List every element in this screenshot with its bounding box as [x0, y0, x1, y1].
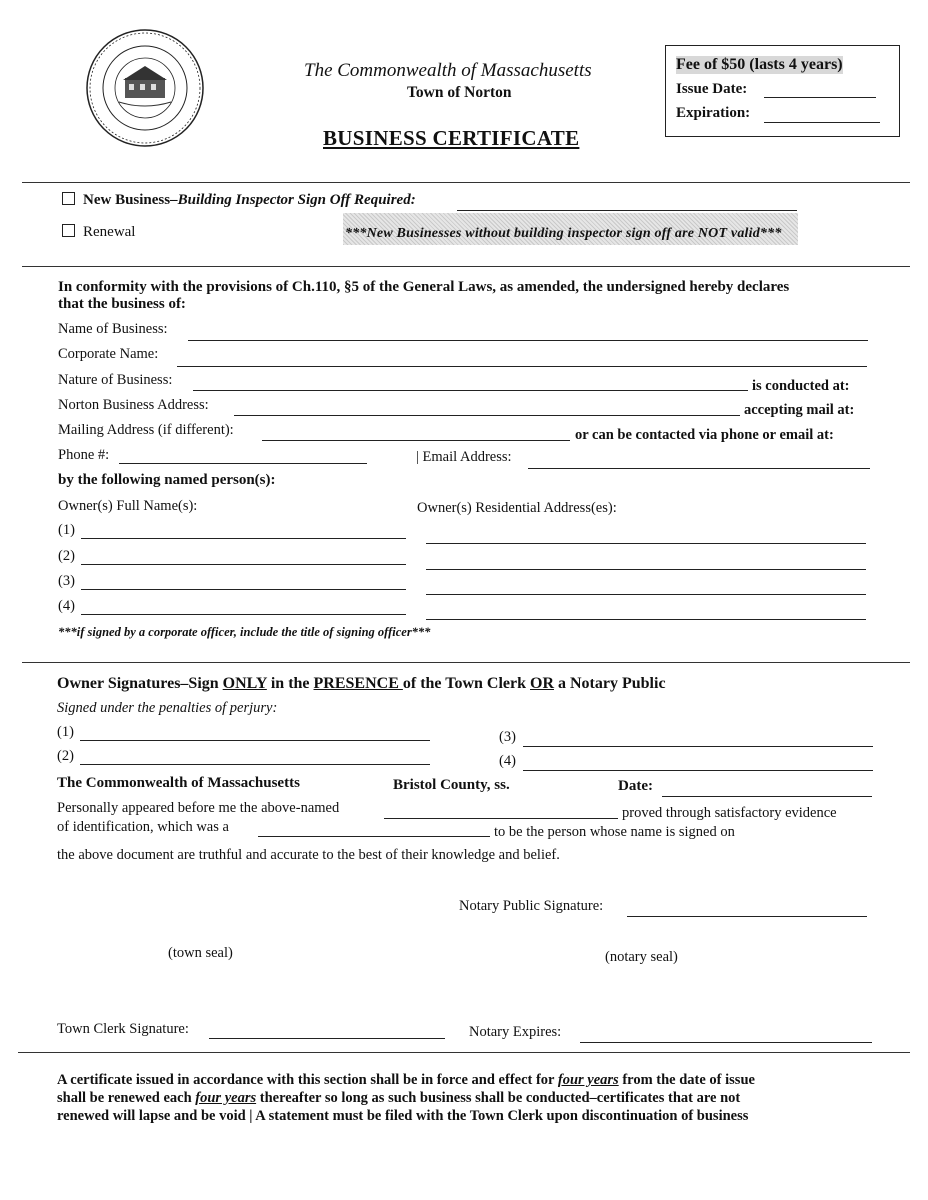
person-text: to be the person whose name is signed on: [494, 824, 735, 840]
norton-address-label: Norton Business Address:: [58, 397, 209, 413]
signature-label-1: (1): [57, 724, 74, 740]
owner-address-field-4[interactable]: [426, 619, 866, 620]
footer-line-1: A certificate issued in accordance with this section shall be in force and effect for four years from the date of issue: [57, 1072, 755, 1088]
perjury-note: Signed under the penalties of perjury:: [57, 700, 278, 716]
inspector-notice: [343, 213, 798, 245]
owner-signature-field-3[interactable]: [523, 746, 873, 747]
divider: [22, 182, 910, 183]
notary-signature-label: Notary Public Signature:: [459, 898, 604, 914]
issue-date-field[interactable]: [764, 97, 876, 98]
owner-name-field-3[interactable]: [81, 589, 406, 590]
owner-names-label: Owner(s) Full Name(s):: [58, 498, 198, 514]
new-business-option[interactable]: [62, 192, 416, 209]
fee-label: Fee of $50 (lasts 4 years): [676, 56, 843, 73]
is-conducted-at-label: is conducted at:: [752, 378, 850, 394]
new-business-label: New Business: [83, 192, 171, 208]
contact-via-label: or can be contacted via phone or email at:: [575, 427, 834, 443]
owner-signature-field-2[interactable]: [80, 764, 430, 765]
owner-name-field-1[interactable]: [81, 538, 406, 539]
town-seal-logo: [85, 28, 205, 148]
owner-row-label-1: (1): [58, 522, 75, 538]
renewal-option[interactable]: [62, 224, 135, 241]
owner-name-field-4[interactable]: [81, 614, 406, 615]
norton-address-field[interactable]: [234, 415, 740, 416]
notary-date-field[interactable]: [662, 796, 872, 797]
town-heading: Town of Norton: [407, 84, 512, 101]
officer-note: ***if signed by a corporate officer, include the title of signing officer***: [58, 625, 431, 639]
issue-date-label: Issue Date:: [676, 81, 748, 97]
divider: [18, 1052, 910, 1053]
accepting-mail-label: accepting mail at:: [744, 402, 855, 418]
town-clerk-signature-label: Town Clerk Signature:: [57, 1021, 189, 1037]
renewal-checkbox[interactable]: [62, 224, 75, 237]
owner-name-field-2[interactable]: [81, 564, 406, 565]
county-label: Bristol County, ss.: [393, 777, 510, 793]
notary-signature-field[interactable]: [627, 916, 867, 917]
identification-text: of identification, which was a: [57, 819, 229, 835]
email-field[interactable]: [528, 468, 870, 469]
page-title: BUSINESS CERTIFICATE: [323, 126, 580, 150]
notary-commonwealth: The Commonwealth of Massachusetts: [57, 775, 300, 791]
identification-field[interactable]: [258, 836, 490, 837]
owner-address-field-1[interactable]: [426, 543, 866, 544]
named-persons-label: by the following named person(s):: [58, 472, 276, 488]
notary-expires-label: Notary Expires:: [469, 1024, 562, 1040]
appeared-text: Personally appeared before me the above-named: [57, 800, 340, 816]
phone-label: Phone #:: [58, 447, 110, 463]
inspector-notice-text: ***New Businesses without building inspector sign off are NOT valid***: [345, 226, 782, 241]
corporate-name-label: Corporate Name:: [58, 346, 159, 362]
divider: [22, 266, 910, 267]
expiration-field[interactable]: [764, 122, 880, 123]
named-person-field[interactable]: [384, 818, 618, 819]
expiration-label: Expiration:: [676, 105, 751, 121]
owner-addresses-label: Owner(s) Residential Address(es):: [417, 500, 617, 516]
footer-line-2: shall be renewed each four years thereafter so long as such business shall be conducted–certificates that are not: [57, 1090, 741, 1106]
inspector-requirement: –Building Inspector Sign Off Required:: [170, 192, 416, 208]
owner-address-field-2[interactable]: [426, 569, 866, 570]
owner-row-label-3: (3): [58, 573, 75, 589]
name-of-business-label: Name of Business:: [58, 321, 168, 337]
nature-of-business-field[interactable]: [193, 390, 748, 391]
inspector-signoff-field[interactable]: [457, 210, 797, 211]
town-seal-placeholder: (town seal): [168, 945, 233, 961]
divider: [22, 662, 910, 663]
owner-row-label-4: (4): [58, 598, 75, 614]
signatures-heading: Owner Signatures–Sign ONLY in the PRESENCE of the Town Clerk OR a Notary Public: [57, 675, 666, 692]
owner-row-label-2: (2): [58, 548, 75, 564]
renewal-label: Renewal: [83, 224, 136, 240]
signature-label-2: (2): [57, 748, 74, 764]
email-label: | Email Address:: [416, 449, 512, 465]
footer-line-3: renewed will lapse and be void | A statement must be filed with the Town Clerk upon discontinuation of business: [57, 1108, 749, 1124]
notary-expires-field[interactable]: [580, 1042, 872, 1043]
name-of-business-field[interactable]: [188, 340, 868, 341]
signature-label-4: (4): [499, 753, 516, 769]
mailing-address-label: Mailing Address (if different):: [58, 422, 234, 438]
declaration-intro: In conformity with the provisions of Ch.110, §5 of the General Laws, as amended, the undersigned hereby declares: [58, 279, 790, 295]
owner-signature-field-4[interactable]: [523, 770, 873, 771]
fee-box: [665, 45, 900, 137]
proved-text: proved through satisfactory evidence: [622, 805, 837, 821]
commonwealth-heading: The Commonwealth of Massachusetts: [304, 60, 592, 81]
nature-of-business-label: Nature of Business:: [58, 372, 173, 388]
signature-label-3: (3): [499, 729, 516, 745]
corporate-name-field[interactable]: [177, 366, 867, 367]
phone-field[interactable]: [119, 463, 367, 464]
mailing-address-field[interactable]: [262, 440, 570, 441]
declaration-intro-2: that the business of:: [58, 296, 186, 312]
owner-signature-field-1[interactable]: [80, 740, 430, 741]
notary-date-label: Date:: [618, 778, 653, 794]
new-business-checkbox[interactable]: [62, 192, 75, 205]
truthful-text: the above document are truthful and accurate to the best of their knowledge and belief.: [57, 847, 560, 863]
owner-address-field-3[interactable]: [426, 594, 866, 595]
notary-seal-placeholder: (notary seal): [605, 949, 678, 965]
town-clerk-signature-field[interactable]: [209, 1038, 445, 1039]
